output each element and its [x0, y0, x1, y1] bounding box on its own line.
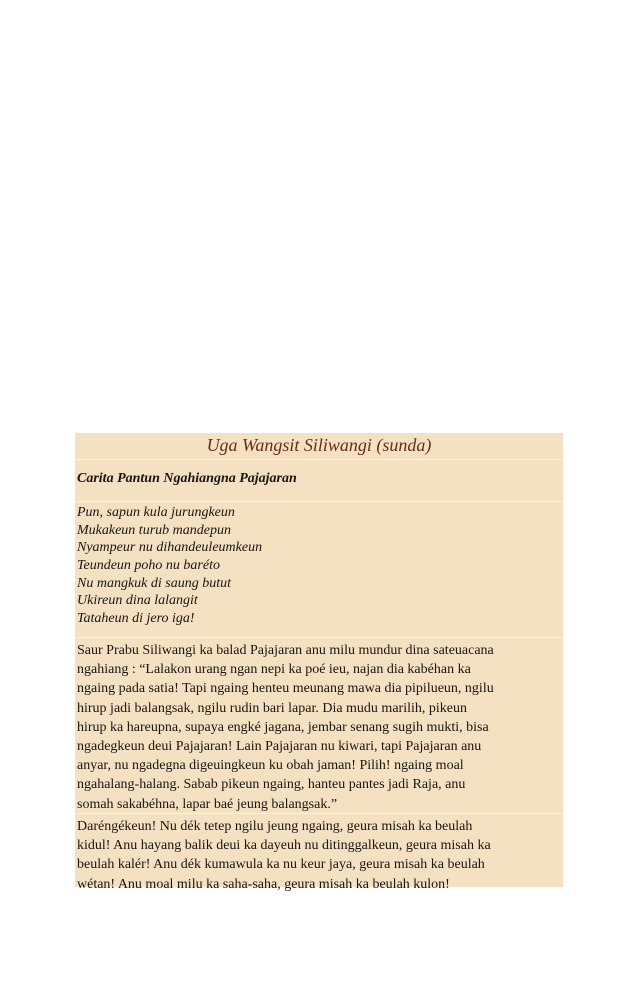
verse-line: Nu mangkuk di saung butut: [77, 575, 231, 591]
verse-line: Nyampeur nu dihandeuleumkeun: [77, 540, 263, 556]
paragraph-line: ngahiang : “Lalakon urang ngan nepi ka poé ieu, najan dia kabéhan ka: [77, 662, 471, 678]
paragraph-line: ngaing pada satia! Tapi ngaing henteu meunang mawa dia pipilueun, ngilu: [77, 681, 494, 697]
divider: [75, 637, 563, 638]
document-title: Uga Wangsit Siliwangi (sunda): [206, 435, 432, 455]
section-subtitle: Carita Pantun Ngahiangna Pajajaran: [77, 471, 297, 486]
verse-block: [77, 504, 557, 628]
paragraph-line: Daréngékeun! Nu dék tetep ngilu jeung ngaing, geura misah ka beulah: [77, 819, 473, 834]
verse-line: Ukireun dina lalangit: [77, 593, 198, 609]
paragraph: [77, 817, 561, 894]
divider: [75, 459, 563, 460]
text-panel: [75, 433, 563, 892]
divider: [75, 501, 563, 502]
paragraph-line: ngadegkeun deui Pajajaran! Lain Pajajaran nu kiwari, tapi Pajajaran anu: [77, 738, 482, 754]
paragraph-line: kidul! Anu hayang balik deui ka dayeuh nu ditinggalkeun, geura misah ka: [77, 838, 491, 854]
paragraph-line: anyar, nu ngadegna digeuingkeun ku obah jaman! Pilih! ngaing moal: [77, 758, 464, 774]
verse-line: Teundeun poho nu baréto: [77, 558, 220, 574]
verse-line: Tataheun di jero iga!: [77, 611, 195, 627]
paragraph-line: beulah kalér! Anu dék kumawula ka nu keur jaya, geura misah ka beulah: [77, 857, 485, 873]
paragraph-line: somah sakabéhna, lapar baé jeung balangsak.”: [77, 796, 338, 812]
verse-line: Pun, sapun kula jurungkeun: [77, 505, 235, 520]
paragraph-line: ngahalang-halang. Sabab pikeun ngaing, hanteu pantes jadi Raja, anu: [77, 777, 466, 793]
divider: [75, 813, 563, 814]
paragraph-line: Saur Prabu Siliwangi ka balad Pajajaran anu milu mundur dina sateuacana: [77, 643, 494, 658]
verse-line: Mukakeun turub mandepun: [77, 522, 231, 538]
paragraph-line: hirup jadi balangsak, ngilu rudin bari lapar. Dia mudu marilih, pikeun: [77, 700, 467, 716]
paragraph-line: hirup ka hareupna, supaya engké jagana, jembar senang sugih mukti, bisa: [77, 719, 489, 735]
paragraph-line: wétan! Anu moal milu ka saha-saha, geura misah ka beulah kulon!: [77, 876, 450, 892]
paragraph: [77, 641, 561, 814]
